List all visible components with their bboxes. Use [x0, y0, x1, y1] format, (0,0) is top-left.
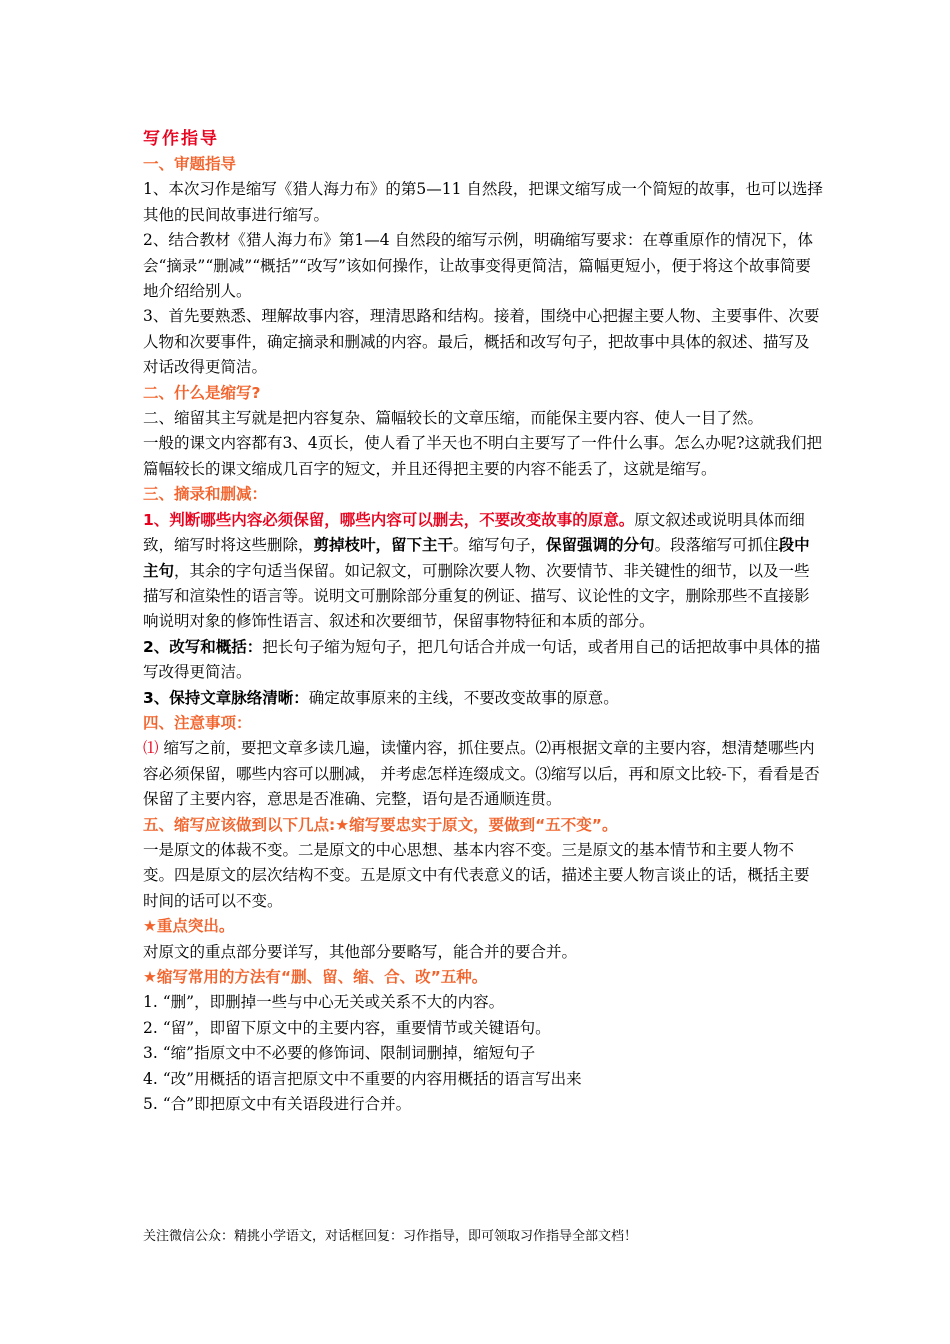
section-3-paragraph-3 [143, 686, 823, 711]
section-5-paragraph-1: 一是原文的体裁不变。二是原文的中心思想、基本内容不变。三是原文的基本情节和主要人物不变。四是原文的层次结构不变。五是原文中有代表意义的话，描述主要人物言谈止的话，概括主要时间的话可以不变。 [143, 840, 810, 910]
section-3-point-2-text: 把长句子缩为短句子，把几句话合并成一句话，或者用自己的话把故事中具体的描写改得更简洁。 [143, 637, 821, 682]
page-title: 写作指导 [143, 129, 219, 149]
section-3-point-1-lead: 1、判断哪些内容必须保留，哪些内容可以删去，不要改变故事的原意。 [143, 510, 635, 529]
section-4-paragraph [143, 736, 823, 812]
page-footer: 关注微信公众：精挑小学语文，对话框回复：习作指导，即可领取习作指导全部文档！ [143, 1229, 638, 1244]
section-3-point-1-text-d: 。段落缩写可抓住 [654, 536, 779, 555]
section-4-heading: 四、注意事项： [143, 713, 252, 732]
section-5-heading: 五、缩写应该做到以下几点:★缩写要忠实于原文，要做到“五不变”。 [143, 815, 618, 834]
section-1-heading: 一、审题指导 [143, 155, 237, 173]
section-2-heading: 二、什么是缩写? [143, 383, 261, 402]
list-item: 3. “缩”指原文中不必要的修饰词、限制词删掉，缩短句子 [143, 1044, 536, 1063]
section-3-point-1-bold-1: 剪掉枝叶，留下主干 [313, 536, 454, 555]
section-3-paragraph-1 [143, 508, 823, 635]
section-4-number: ⑴ [143, 739, 159, 758]
section-5-subheading-2: ★缩写常用的方法有“删、留、缩、合、改”五种。 [143, 968, 488, 986]
section-4-text: 缩写之前，要把文章多读几遍，读懂内容，抓住要点。⑵再根据文章的主要内容，想清楚哪些内容必须保留，哪些内容可以删减， 并考虑怎样连缀成文。⑶缩写以后，再和原文比较-下，看看是否保留了主要内容，意思是否准确、完整，语句是否通顺连贯。 [143, 739, 820, 809]
list-item: 1. “删”，即删掉一些与中心无关或关系不大的内容。 [143, 993, 505, 1012]
section-3-point-3-text: 确定故事原来的主线，不要改变故事的原意。 [308, 688, 619, 707]
section-3-point-2-lead: 2、改写和概括： [143, 637, 263, 656]
section-3-point-1-text-e: ，其余的字句适当保留。如记叙文，可删除次要人物、次要情节、非关键性的细节，以及一些描写和渲染性的语言等。说明文可删除部分重复的例证、描写、议论性的文字，删除那些不直接影响说明对象的修饰性语言、叙述和次要细节，保留事物特征和本质的部分。 [143, 561, 810, 631]
section-2-paragraph-1: 二、缩留其主写就是把内容复杂、篇幅较长的文章压缩，而能保主要内容、使人一目了然。 [143, 409, 764, 428]
section-3-point-3-lead: 3、保持文章脉络清晰： [143, 688, 309, 707]
list-item: 4. “改”用概括的语言把原文中不重要的内容用概括的语言写出来 [143, 1069, 582, 1088]
section-3-heading: 三、摘录和删减： [143, 485, 268, 504]
document-body [143, 126, 823, 1117]
section-3-point-1-bold-3: 段中主句 [143, 536, 810, 580]
section-1-paragraph-3: 3、首先要熟悉、理解故事内容，理清思路和结构。接着，围绕中心把握主要人物、主要事件、次要人物和次要事件，确定摘录和删减的内容。最后，概括和改写句子，把故事中具体的叙述、描写及对话改得更简洁。 [143, 307, 820, 377]
section-1-paragraph-2: 2、结合教材《猎人海力布》第1—4 自然段的缩写示例，明确缩写要求：在尊重原作的情况下，体会“摘录”“删减”“概括”“改写”该如何操作，让故事变得更简洁，篇幅更短小，便于将这个故事简要地介绍给别人。 [143, 231, 814, 301]
section-3-point-1-text-a: 原文叙述或说明具体而细致，缩写时将这些删除， [143, 510, 805, 555]
section-3-paragraph-2 [143, 635, 823, 686]
section-5-paragraph-2: 对原文的重点部分要详写，其他部分要略写，能合并的要合并。 [143, 942, 578, 961]
section-3-point-1-bold-2: 保留强调的分句 [546, 536, 655, 555]
section-5-subheading-1: ★重点突出。 [143, 917, 235, 936]
section-2-paragraph-2: 一般的课文内容都有3、4页长，使人看了半天也不明白主要写了一件什么事。怎么办呢?这就我们把篇幅较长的课文缩成几百字的短文，并且还得把主要的内容不能丢了，这就是缩写。 [143, 434, 823, 478]
section-1-paragraph-1: 1、本次习作是缩写《猎人海力布》的第5—11 自然段，把课文缩写成一个简短的故事，也可以选择其他的民间故事进行缩写。 [143, 180, 823, 224]
list-item: 2. “留”，即留下原文中的主要内容，重要情节或关键语句。 [143, 1018, 551, 1037]
list-item: 5. “合”即把原文中有关语段进行合并。 [143, 1095, 412, 1114]
section-3-point-1-text-c: 。缩写句子， [453, 536, 547, 555]
